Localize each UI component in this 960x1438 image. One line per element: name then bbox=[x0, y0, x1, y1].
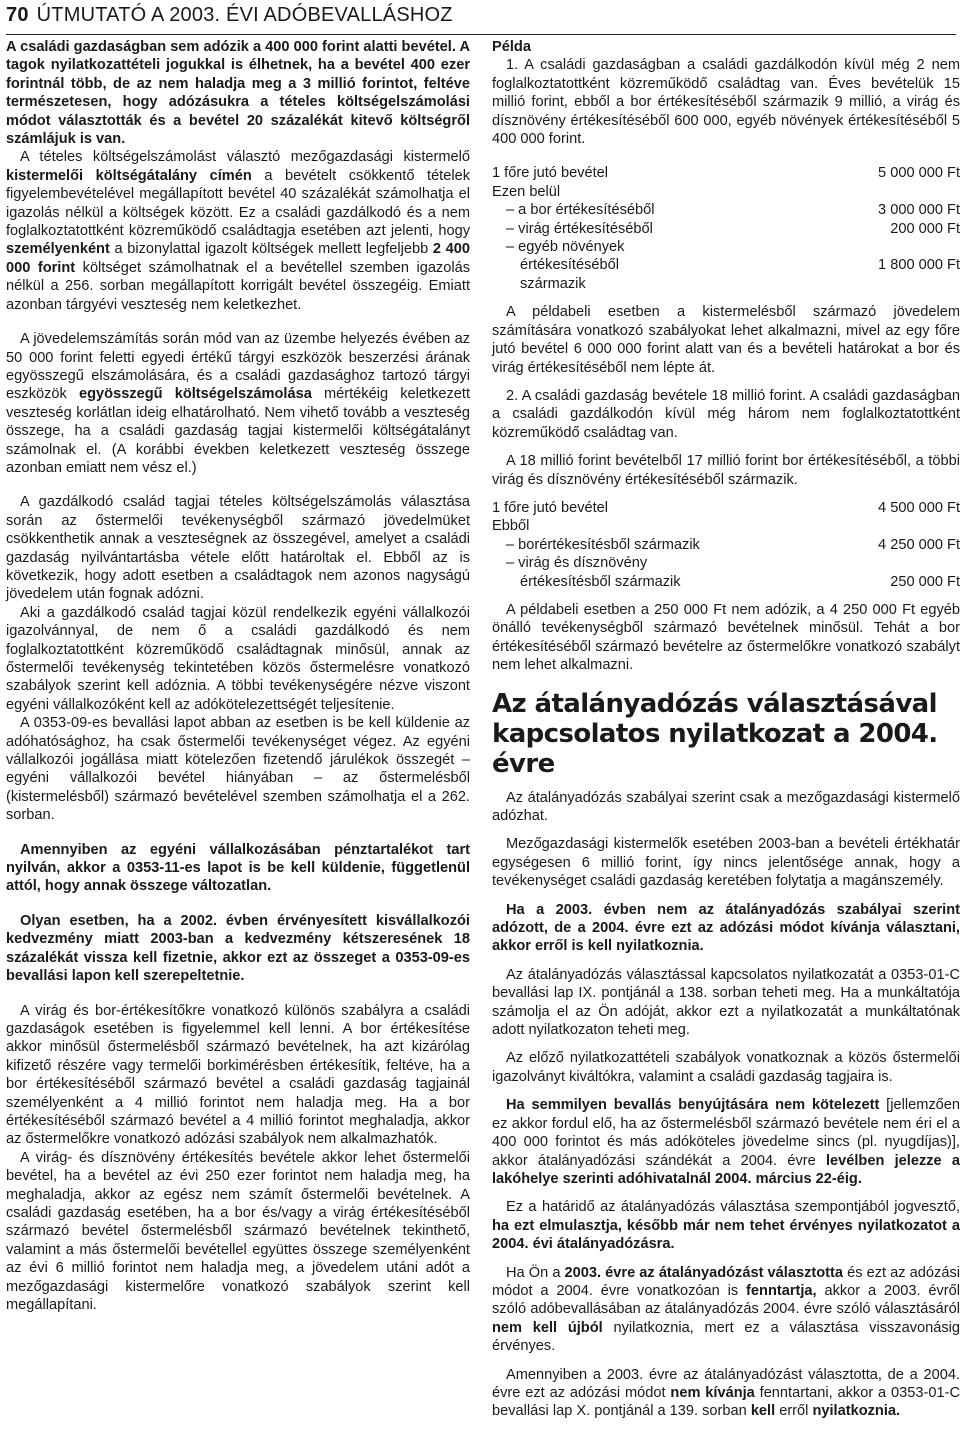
paragraph: 2. A családi gazdaság bevétele 18 millió forint. A családi gazdaságban a családi gazdálkodón kívül még három nem foglalkoztatottként közreműködő családtag van. bbox=[492, 387, 960, 441]
page-number: 70 bbox=[6, 4, 29, 26]
paragraph: A tételes költségelszámolást választó mezőgazdasági kistermelő kistermelői költségátalány címén a bevételt csökkentő tételek figyelembevételével megállapított bevétel 40 százalékát számolhatja el igazolás nélkül a költségek között. Ez a családi gazdálkodó és a nem foglalkoztatottként közreműködő családtagja esetében azt jelenti, hogy személyenként a bizonylattal igazolt költségek mellett legfeljebb 2 400 000 forint költséget számolhatnak el a bevétellel szemben igazolás nélkül a 256. sorban megállapított korrigált bevétel összegéig. Emiatt azonban tárgyévi veszteség nem keletkezhet. bbox=[6, 149, 471, 313]
paragraph: A családi gazdaságban sem adózik a 400 000 forint alatti bevétel. A tagok nyilatkozattételi jogukkal is élhetnek, ha a bevétel 400 ezer forintnál több, de az nem haladja meg a 3 millió forintot, feltéve természetesen, hogy adózásukra a tételes költségelszámolási módot választották és a bevétel 20 százalékát kitevő költségről számlájuk is van. bbox=[6, 39, 470, 148]
example-table-2 bbox=[492, 499, 960, 591]
paragraph: Mezőgazdasági kistermelők esetében 2003-ban a bevételi értékhatár egységesen 6 millió forint, így nincs jelentősége annak, hogy a tevékenységet családi gazdaság keretében folytatja a magánszemély. bbox=[492, 836, 960, 890]
paragraph: A gazdálkodó család tagjai tételes költségelszámolás választása során az őstermelői tevékenységből származó jövedelmüket csökkenthetik annak a veszteségnek az összegével, amelyet a családi gazdaság nyilvántartásba vétele előtt határoltak el. Ebből az is következik, hogy adott esetben a családtagok nem azonos nagyságú jövedelem után fognak adózni. bbox=[6, 494, 470, 603]
table-row: 1 főre jutó bevétel 4 500 000 Ft bbox=[492, 499, 960, 516]
table-row: – a bor értékesítéséből 3 000 000 Ft bbox=[492, 201, 960, 219]
table-row: – borértékesítésből származik 4 250 000 Ft bbox=[492, 536, 960, 554]
paragraph: 1. A családi gazdaságban a családi gazdálkodón kívül még 2 nem foglalkoztatottként közreműködő családtag van. Éves bevételük 15 millió forint, ebből a bor értékesítéséből származik 9 millió, a virág és dísznövény értékesítéséből 600 000, egyéb növények értékesítéséből 5 400 000 forint. bbox=[492, 57, 960, 148]
paragraph: Olyan esetben, ha a 2002. évben érvényesített kisvállalkozói kedvezmény miatt 2003-ban a kedvezmény kétszeresének 18 százalékát vissza kell fizetnie, akkor ezt az összeget a 0353-09-es bevallási lapon kell szerepeltetnie. bbox=[6, 912, 470, 985]
table-row: értékesítéséből 1 800 000 Ft bbox=[520, 257, 960, 274]
paragraph: A 0353-09-es bevallási lapot abban az esetben is be kell küldenie az adóhatósághoz, ha csak őstermelői tevékenységet végez. Az egyéni vállalkozói jogállása miatt kötelezően fizetendő járulékok összegét – egyéni vállalkozói bevétel hiányában – az őstermelésből (kistermelésből) származó bevételével szemben számolhatja el a 262. sorban. bbox=[6, 715, 470, 824]
paragraph: Aki a gazdálkodó család tagjai közül rendelkezik egyéni vállalkozói igazolvánnyal, de nem ő a családi gazdálkodó és nem foglalkoztatottként közreműködő családtagnak minősül, annak az őstermelői tevékenység tekintetében közös őstermelésre vonatkozó szabályok szerint kell adóznia. A többi tevékenységére nézve viszont egyéni vállalkozóként kell az adókötelezettségét teljesítenie. bbox=[6, 604, 470, 713]
table-row: Ezen belül bbox=[492, 183, 561, 200]
paragraph: Amennyiben a 2003. évre az átalányadózást választotta, de a 2004. évre ezt az adózási módot nem kívánja fenntartani, akkor a 0353-01-C bevallási lap X. pontjánál a 139. sorban kell erről nyilatkoznia. bbox=[492, 1366, 960, 1420]
paragraph: A virág és bor-értékesítőkre vonatkozó különös szabályra a családi gazdaságok esetében is figyelemmel kell lenni. A bor értékesítése akkor minősül őstermelésből származó bevételnek, ha azt kizárólag kifizető részére vagy termelői borkimérésben értékesítik, feltéve, ha a bor értékesítéséből származó bevétel a családi gazdaság tagjainál személyenként a 4 millió forintot nem haladja meg. Ha a bor értékesítéséből származó bevétel a 4 millió forintot meghaladja, akkor az őstermelőkre vonatkozó adózási szabályok nem alkalmazhatók. bbox=[6, 1002, 470, 1148]
table-row: – virág értékesítéséből 200 000 Ft bbox=[492, 220, 960, 238]
paragraph: Az előző nyilatkozattételi szabályok vonatkoznak a közös őstermelői igazolványt kiváltókra, valamint a családi gazdaság tagjaira is. bbox=[492, 1050, 960, 1085]
paragraph: A jövedelemszámítás során mód van az üzembe helyezés évében az 50 000 forint feletti egyedi értékű tárgyi eszközök beszerzési árának egyösszegű elszámolására, és a családi gazdasághoz tartozó tárgyi eszközök egyösszegű költségelszámolása mértékéig keletkezett veszteség korlátlan ideig elhatárolható. Nem vihető tovább a veszteség összege, ha a családi gazdaság tagjai kistermelői költségátalányt számolnak el. (A korábbi években keletkezett veszteség összege azonban emiatt nem vész el.) bbox=[6, 331, 470, 476]
paragraph: A példabeli esetben a kistermelésből származó jövedelem számítására vonatkozó szabályokat lehet alkalmazni, mivel az egy főre jutó bevétel 6 000 000 forint alatt van és a bevételi határokat a bor és virág értékesítéséből nem lépte át. bbox=[492, 304, 960, 376]
paragraph: Az átalányadózás szabályai szerint csak a mezőgazdasági kistermelő adózhat. bbox=[492, 789, 960, 824]
paragraph: A példabeli esetben a 250 000 Ft nem adózik, a 4 250 000 Ft egyéb önálló tevékenységből származó bevételnek minősül. Tehát a bor értékesítéséből származó bevételre az őstermelőkre vonatkozó szabályt nem lehet alkalmazni. bbox=[492, 601, 960, 674]
left-column bbox=[6, 38, 470, 1314]
example-title: Példa bbox=[492, 39, 531, 55]
table-row: származik bbox=[520, 275, 586, 292]
table-row: – egyéb növények bbox=[492, 238, 960, 256]
table-row: értékesítésből származik 250 000 Ft bbox=[520, 573, 960, 590]
section-heading: Az átalányadózás választásával kapcsolatos nyilatkozat a 2004. évre bbox=[492, 688, 938, 779]
table-row: Ebből bbox=[492, 518, 530, 535]
paragraph: Ez a határidő az átalányadózás választása szempontjából jogvesztő, ha ezt elmulasztja, később már nem tehet érvényes nyilatkozatot a 2004. évi átalányadózásra. bbox=[492, 1199, 960, 1253]
paragraph: Amennyiben az egyéni vállalkozásában pénztartalékot tart nyilván, akkor a 0353-11-es lapot is be kell küldenie, függetlenül attól, hogy annak összege változatlan. bbox=[6, 841, 470, 895]
header-title: ÚTMUTATÓ A 2003. ÉVI ADÓBEVALLÁSHOZ bbox=[36, 4, 453, 26]
paragraph: Ha Ön a 2003. évre az átalányadózást választotta és ezt az adózási módot a 2004. évre vonatkozóan is fenntartja, akkor a 2003. évről szóló adóbevallásában az átalányadózás 2004. évre szóló választásáról nem kell újból nyilatkoznia, mert ez a választása visszavonásig érvényes. bbox=[492, 1264, 960, 1355]
paragraph: Az átalányadózás választással kapcsolatos nyilatkozatát a 0353-01-C bevallási lap IX. pontjánál a 138. sorban teheti meg. Ha a munkáltatója számolja el az Ön adóját, akkor ezt a nyilatkozatát a munkáltatónak adott nyilatkozaton teheti meg. bbox=[492, 966, 960, 1039]
paragraph: Ha a 2003. évben nem az átalányadózás szabályai szerint adózott, de a 2004. évre ezt az adózási módot kívánja választani, akkor erről is kell nyilatkoznia. bbox=[492, 901, 960, 955]
paragraph: A 18 millió forint bevételből 17 millió forint bor értékesítéséből, a többi virág és dísznövény értékesítéséből származik. bbox=[492, 453, 960, 488]
paragraph: A virág- és dísznövény értékesítés bevétele akkor lehet őstermelői bevétel, ha a bevétel az évi 250 ezer forintot nem haladja meg, ha meghaladja, akkor az egész nem számít őstermelői bevételnek. A családi gazdaság esetében, ha a bor és/vagy a virág értékesítéséből származó bevétel őstermelésből származó bevételnek tekinthető, valamint a más őstermelői bevétellel együttes összege személyenként az évi 6 millió forintot nem haladja meg, a jövedelem utáni adót a mezőgazdasági kistermelőre vonatkozó szabályok szerint kell megállapítani. bbox=[6, 1149, 470, 1313]
right-column bbox=[492, 38, 960, 1421]
page-header bbox=[6, 0, 956, 35]
example-table-1 bbox=[492, 164, 960, 293]
paragraph: Ha semmilyen bevallás benyújtására nem kötelezett [jellemzően ez akkor fordul elő, ha az őstermelésből származó bevétele nem éri el a 400 000 forintot és más adóköteles jövedelme sincs (pl. nyugdíjas)], akkor átalányadózási szándékát a 2004. évre levélben jelezze a lakóhelye szerinti adóhivatalnál 2004. március 22-éig. bbox=[492, 1097, 960, 1187]
table-row: – virág és dísznövény bbox=[492, 554, 960, 572]
table-row: 1 főre jutó bevétel 5 000 000 Ft bbox=[492, 165, 960, 182]
